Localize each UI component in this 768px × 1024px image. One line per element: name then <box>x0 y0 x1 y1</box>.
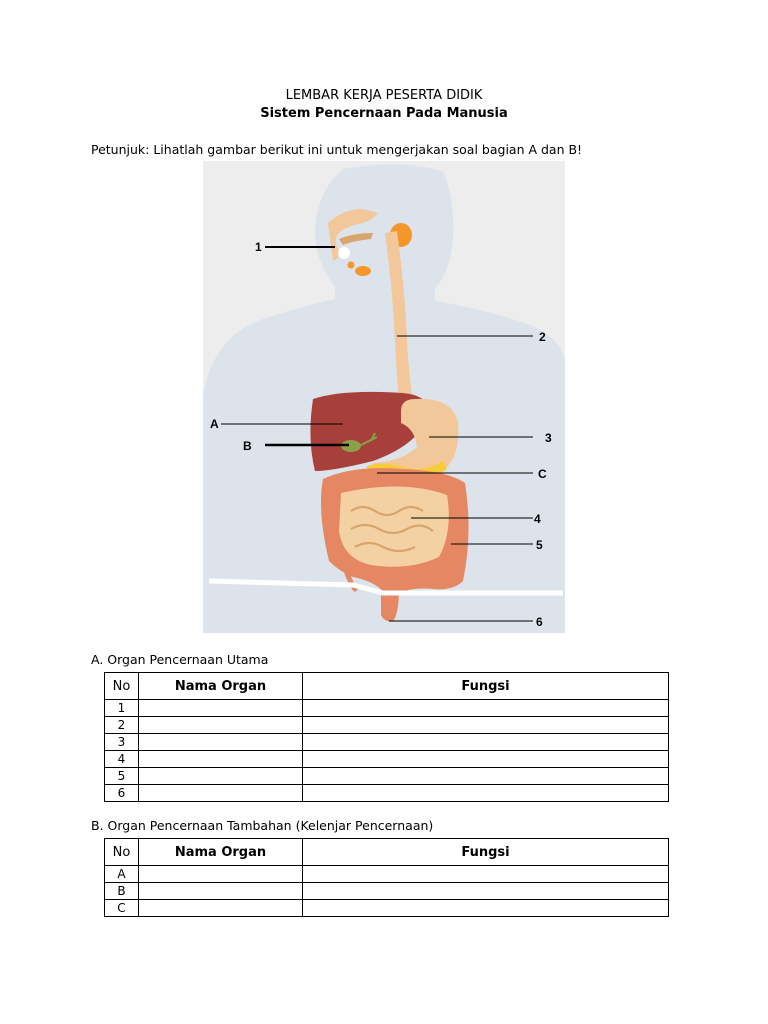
figure-label-B: B <box>243 439 252 453</box>
function-cell[interactable] <box>303 751 669 768</box>
function-cell[interactable] <box>303 866 669 883</box>
row-letter: B <box>105 883 139 900</box>
function-cell[interactable] <box>303 883 669 900</box>
column-header-nama-organ: Nama Organ <box>139 839 303 866</box>
organ-name-cell[interactable] <box>139 866 303 883</box>
main-organ-table <box>104 672 669 802</box>
organ-name-cell[interactable] <box>139 785 303 802</box>
table-row <box>105 734 669 751</box>
digestive-system-illustration <box>203 161 565 633</box>
organ-name-cell[interactable] <box>139 900 303 917</box>
row-number: 4 <box>105 751 139 768</box>
row-letter: A <box>105 866 139 883</box>
section-b-heading: B. Organ Pencernaan Tambahan (Kelenjar Pencernaan) <box>91 818 434 833</box>
accessory-organ-table <box>104 838 669 917</box>
column-header-no: No <box>105 839 139 866</box>
row-number: 5 <box>105 768 139 785</box>
salivary-gland <box>355 266 371 276</box>
figure-label-A: A <box>210 417 219 431</box>
organ-name-cell[interactable] <box>139 768 303 785</box>
table-row <box>105 717 669 734</box>
table-row <box>105 883 669 900</box>
table-row <box>105 785 669 802</box>
figure-label-4: 4 <box>534 512 541 526</box>
column-header-fungsi: Fungsi <box>303 839 669 866</box>
section-a-heading: A. Organ Pencernaan Utama <box>91 652 269 667</box>
organ-name-cell[interactable] <box>139 717 303 734</box>
column-header-fungsi: Fungsi <box>303 673 669 700</box>
organ-name-cell[interactable] <box>139 700 303 717</box>
figure-label-C: C <box>538 467 547 481</box>
sublingual-gland <box>348 262 355 269</box>
function-cell[interactable] <box>303 768 669 785</box>
row-number: 3 <box>105 734 139 751</box>
figure-label-6: 6 <box>536 615 543 629</box>
function-cell[interactable] <box>303 717 669 734</box>
table-row <box>105 768 669 785</box>
table-row <box>105 751 669 768</box>
function-cell[interactable] <box>303 734 669 751</box>
table-header-row <box>105 839 669 866</box>
table-row <box>105 866 669 883</box>
row-number: 6 <box>105 785 139 802</box>
organ-name-cell[interactable] <box>139 751 303 768</box>
row-letter: C <box>105 900 139 917</box>
row-number: 2 <box>105 717 139 734</box>
row-number: 1 <box>105 700 139 717</box>
table-row <box>105 900 669 917</box>
teeth <box>338 247 350 259</box>
figure-label-1: 1 <box>255 240 262 254</box>
figure-label-2: 2 <box>539 330 546 344</box>
column-header-nama-organ: Nama Organ <box>139 673 303 700</box>
organ-name-cell[interactable] <box>139 883 303 900</box>
table-header-row <box>105 673 669 700</box>
figure-label-3: 3 <box>545 431 552 445</box>
worksheet-title: LEMBAR KERJA PESERTA DIDIK <box>285 88 483 103</box>
digestive-system-figure <box>203 161 565 633</box>
function-cell[interactable] <box>303 900 669 917</box>
organ-name-cell[interactable] <box>139 734 303 751</box>
figure-label-5: 5 <box>536 538 543 552</box>
worksheet-subtitle: Sistem Pencernaan Pada Manusia <box>260 106 508 121</box>
function-cell[interactable] <box>303 700 669 717</box>
function-cell[interactable] <box>303 785 669 802</box>
column-header-no: No <box>105 673 139 700</box>
instruction-text: Petunjuk: Lihatlah gambar berikut ini untuk mengerjakan soal bagian A dan B! <box>91 142 583 157</box>
table-row <box>105 700 669 717</box>
